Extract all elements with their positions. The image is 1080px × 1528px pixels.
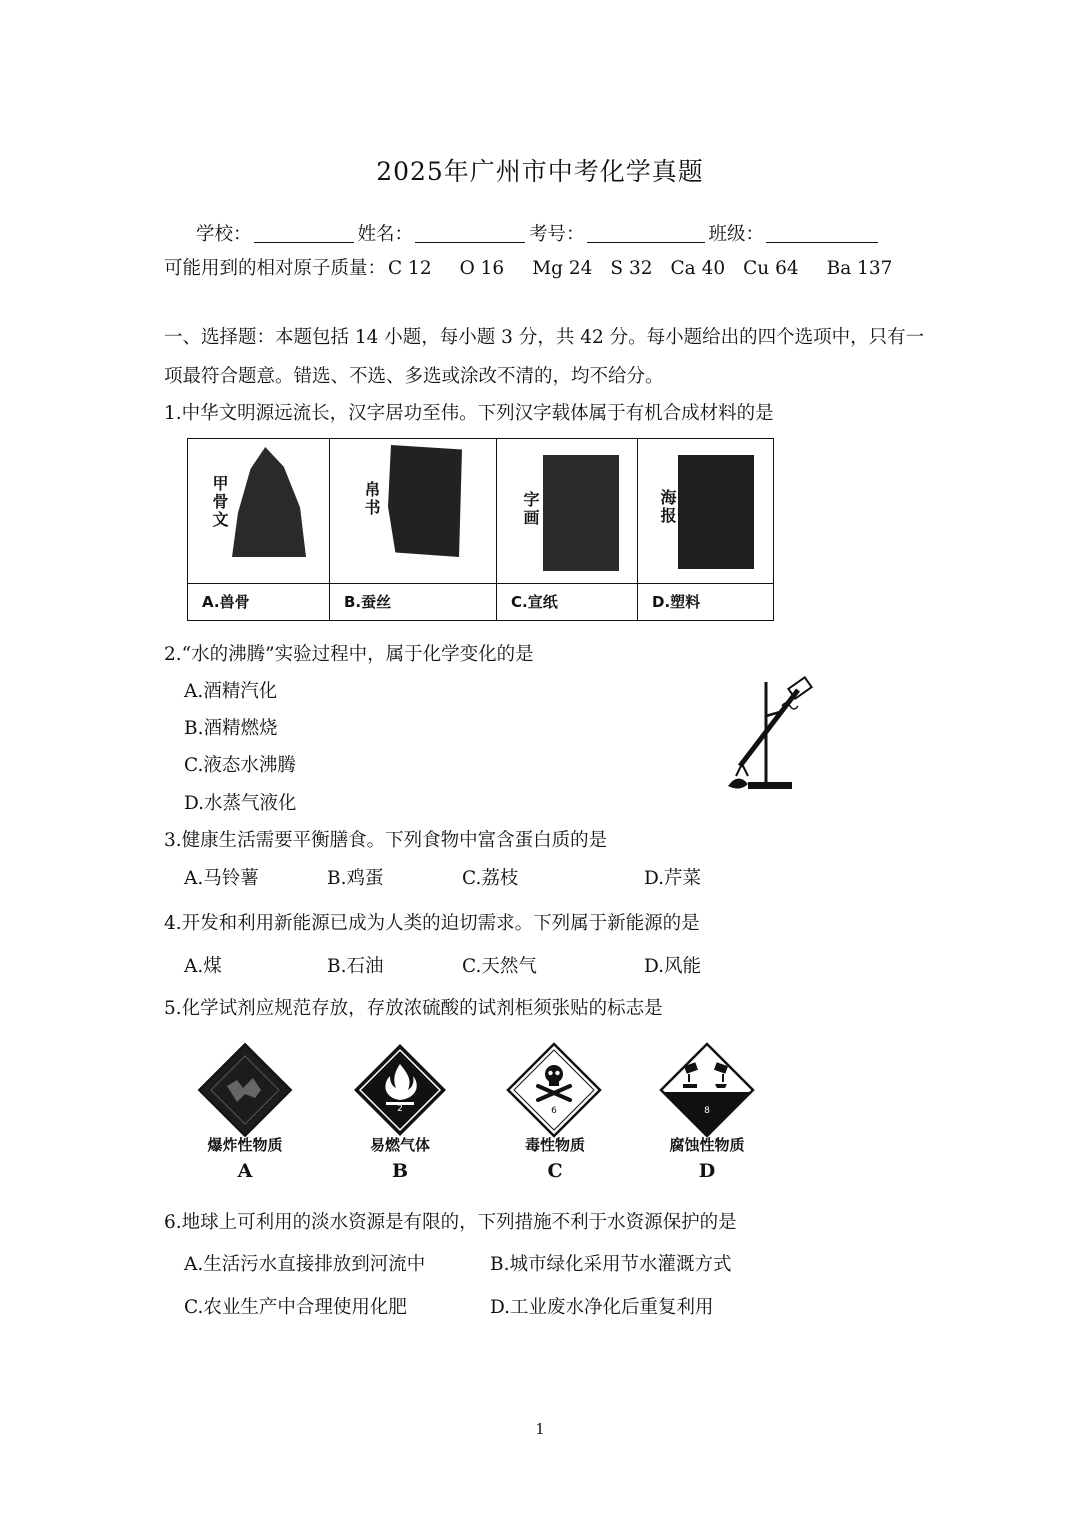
cell-vertical-label: 甲骨文	[210, 475, 229, 529]
question-4-stem: 4.开发和利用新能源已成为人类的迫切需求。下列属于新能源的是	[164, 913, 700, 934]
toxic-sign-icon	[506, 1042, 602, 1138]
atomic-mass-item: Cu 64	[743, 258, 799, 279]
atomic-mass-item: O 16	[459, 258, 505, 279]
option-cell-b	[330, 439, 497, 583]
option-a-label: A.兽骨	[188, 583, 330, 620]
sign-number: 2	[397, 1104, 403, 1114]
question-6-option: A.生活污水直接排放到河流中	[184, 1254, 426, 1275]
atomic-mass-row	[164, 254, 920, 280]
sign-letter: A	[237, 1160, 253, 1182]
boiling-apparatus-icon	[718, 676, 818, 794]
question-5-stem: 5.化学试剂应规范存放，存放浓硫酸的试剂柜须张贴的标志是	[164, 998, 663, 1019]
question-6-stem: 6.地球上可利用的淡水资源是有限的，下列措施不利于水资源保护的是	[164, 1212, 737, 1233]
poster-image	[678, 455, 754, 569]
question-6-option: D.工业废水净化后重复利用	[490, 1297, 714, 1318]
option-d-label: D.塑料	[638, 583, 774, 620]
question-2-option: B.酒精燃烧	[184, 718, 278, 739]
question-3-option: D.芹菜	[644, 868, 702, 889]
calligraphy-image	[543, 455, 619, 571]
question-3-stem: 3.健康生活需要平衡膳食。下列食物中富含蛋白质的是	[164, 830, 608, 851]
option-c-label: C.宣纸	[497, 583, 638, 620]
page-title: 2025年广州市中考化学真题	[376, 157, 704, 186]
sign-letter: C	[547, 1160, 563, 1182]
class-label: 班级：	[708, 224, 765, 245]
atomic-mass-item: S 32	[610, 258, 653, 279]
question-3-option: B.鸡蛋	[327, 868, 384, 889]
question-2-option: A.酒精汽化	[184, 681, 278, 702]
question-2-option: D.水蒸气液化	[184, 793, 297, 814]
atomic-mass-item: C 12	[388, 258, 432, 279]
explosive-sign-icon	[197, 1042, 293, 1138]
exam-no-blank[interactable]	[587, 224, 705, 243]
exam-no-label: 考号：	[529, 224, 585, 245]
atomic-mass-item: Ba 137	[826, 258, 893, 279]
sign-caption: 易燃气体	[369, 1136, 430, 1154]
student-info-row	[196, 220, 882, 246]
option-cell-d	[638, 439, 774, 583]
school-label: 学校：	[196, 224, 252, 245]
question-4-option: C.天然气	[462, 956, 537, 977]
page-number: 1	[535, 1420, 545, 1438]
atomic-mass-item: Ca 40	[670, 258, 726, 279]
sign-letter: D	[698, 1160, 716, 1182]
option-cell-a	[188, 439, 330, 583]
silk-manuscript-image	[388, 445, 462, 557]
class-blank[interactable]	[766, 224, 878, 243]
sign-caption: 腐蚀性物质	[669, 1136, 745, 1154]
cell-vertical-label: 海报	[658, 489, 677, 525]
question-2-stem: 2.“水的沸腾”实验过程中，属于化学变化的是	[164, 644, 534, 665]
oracle-bone-image	[232, 447, 306, 557]
question-1-stem: 1.中华文明源远流长，汉字居功至伟。下列汉字载体属于有机合成材料的是	[164, 403, 774, 424]
section-intro-line1: 一、选择题：本题包括 14 小题，每小题 3 分，共 42 分。每小题给出的四个选项中，只有一	[164, 327, 925, 348]
question-3-option: C.荔枝	[462, 868, 519, 889]
question-3-option: A.马铃薯	[184, 868, 259, 889]
atomic-mass-label: 可能用到的相对原子质量：	[164, 258, 387, 279]
school-blank[interactable]	[254, 224, 354, 243]
question-6-option: C.农业生产中合理使用化肥	[184, 1297, 407, 1318]
sign-number: 6	[551, 1106, 557, 1116]
option-b-label: B.蚕丝	[330, 583, 497, 620]
cell-vertical-label: 字画	[521, 491, 540, 527]
question-6-option: B.城市绿化采用节水灌溉方式	[490, 1254, 732, 1275]
corrosive-sign-icon	[659, 1042, 755, 1138]
sign-number: 8	[704, 1106, 710, 1116]
atomic-mass-item: Mg 24	[532, 258, 593, 279]
sign-caption: 爆炸性物质	[207, 1136, 283, 1154]
question-4-option: D.风能	[644, 956, 702, 977]
question-4-option: A.煤	[184, 956, 222, 977]
sign-letter: B	[391, 1160, 409, 1182]
question-4-option: B.石油	[327, 956, 384, 977]
flammable-gas-sign-icon	[352, 1042, 448, 1138]
section-intro-line2: 项最符合题意。错选、不选、多选或涂改不清的，均不给分。	[164, 366, 664, 387]
sign-caption: 毒性物质	[524, 1136, 585, 1154]
name-blank[interactable]	[415, 224, 525, 243]
question-1-table	[187, 438, 774, 621]
cell-vertical-label: 帛书	[362, 481, 381, 517]
question-2-option: C.液态水沸腾	[184, 755, 296, 776]
name-label: 姓名：	[357, 224, 414, 245]
option-cell-c	[497, 439, 638, 583]
